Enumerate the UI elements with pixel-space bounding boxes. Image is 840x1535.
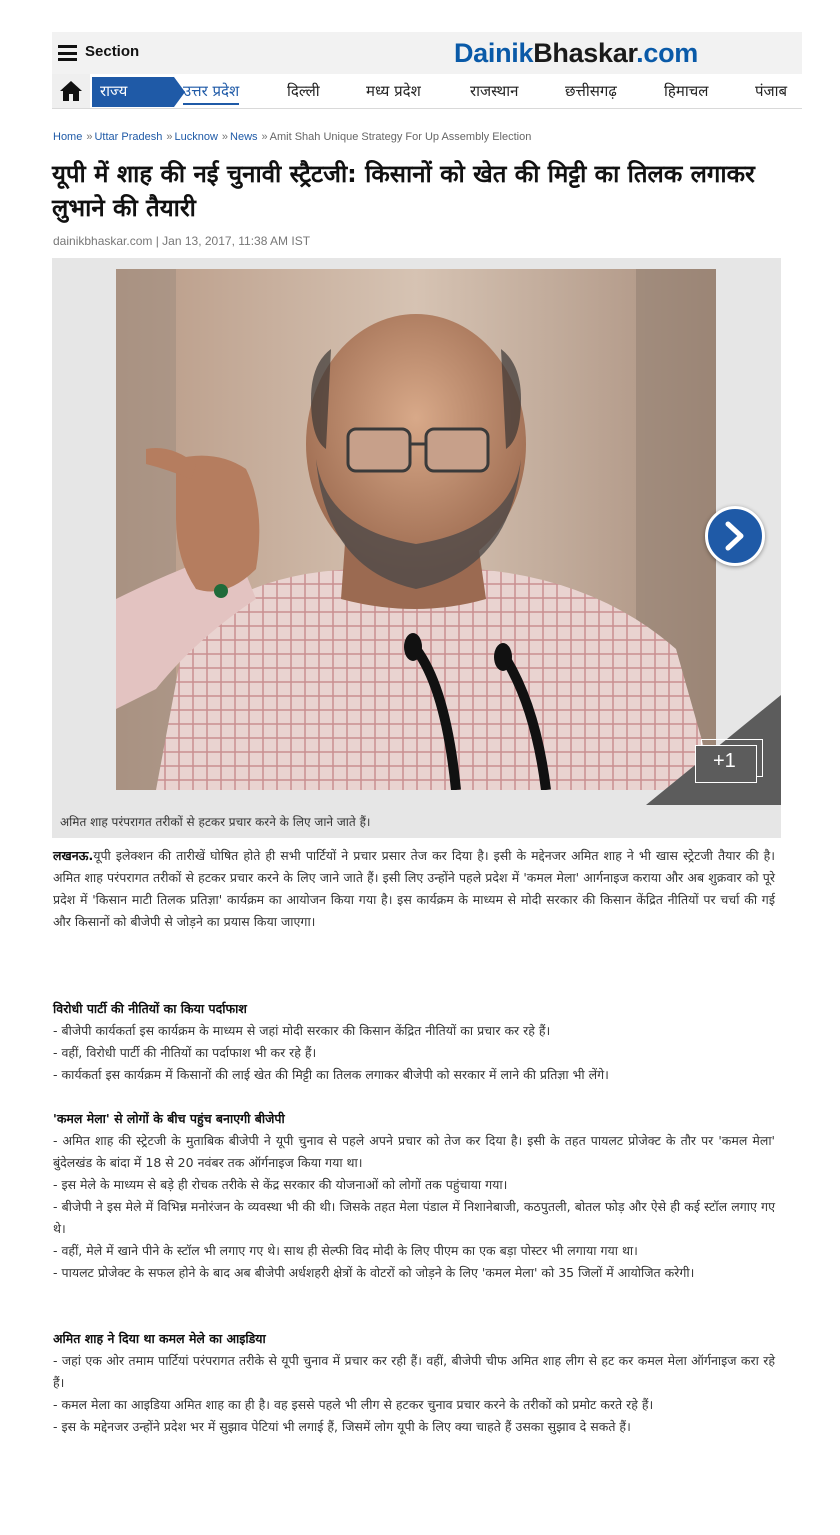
section-heading-2: 'कमल मेला' से लोगों के बीच पहुंच बनाएगी बीजेपी (53, 1111, 285, 1126)
nav-item-chhattisgarh[interactable]: छत्तीसगढ़ (565, 82, 617, 100)
intro-text: यूपी इलेक्शन की तारीखें घोषित होते ही सभी पार्टियों ने प्रचार प्रसार तेज कर दिया है। इसी के मद्देनजर अमित शाह ने भी खास स्ट्रेटजी तैयार की है। अमित शाह परंपरागत तरीकों से हटकर प्रचार करने के लिए जाने जाते हैं। इसी लिए उन्होंने पहले प्रदेश में 'कमल मेला' आर्गनाइज कराया और अब शुक्रवार को पूरे प्रदेश में 'किसान माटी तिलक प्रतिज्ञा' कार्यक्रम का आयोजन किया गया है। इस कार्यक्रम के माध्यम से मोदी सरकार की किसान केंद्रित नीतियों पर चर्चा की गई और किसानों को बीजेपी से जोड़ने का प्रयास किया जाएगा। (53, 848, 775, 929)
home-button[interactable] (52, 74, 90, 108)
rajya-tab[interactable] (92, 77, 186, 107)
section-heading-3: अमित शाह ने दिया था कमल मेले का आइडिया (53, 1331, 266, 1346)
breadcrumb-home[interactable]: Home (53, 131, 83, 143)
breadcrumb-uttar-pradesh[interactable]: Uttar Pradesh (94, 131, 163, 143)
nav-item-himachal[interactable]: हिमाचल (664, 82, 709, 100)
breadcrumb: Home » Uttar Pradesh » Lucknow » News » Amit Shah Unique Strategy For Up Assembly Election (53, 131, 532, 143)
list-item: - जहां एक ओर तमाम पार्टियां परंपरागत तरीके से यूपी चुनाव में प्रचार कर रही हैं। वहीं, बीजेपी चीफ अमित शाह लीग से हट कर कमल मेला ऑर्गनाइज करा रहे हैं। (53, 1353, 775, 1390)
nav-item-madhya-pradesh[interactable]: मध्य प्रदेश (366, 82, 421, 100)
home-icon (59, 80, 83, 102)
list-item: - अमित शाह की स्ट्रेटजी के मुताबिक बीजेपी ने यूपी चुनाव से पहले अपने प्रचार को तेज कर दिया है। इसी के तहत पायलट प्रोजेक्ट के तौर पर 'कमल मेला' बुंदेलखंड के बांदा में 18 से 20 नवंबर तक ऑर्गनाइज किया गया था। (53, 1133, 775, 1170)
list-item: - कार्यकर्ता इस कार्यक्रम में किसानों की लाई खेत की मिट्टी का तिलक लगाकर बीजेपी को सरकार में लाने की प्रतिज्ञा भी लेंगे। (53, 1067, 609, 1082)
top-bar (52, 32, 802, 74)
rajya-tab-label: राज्य (100, 82, 128, 100)
breadcrumb-news[interactable]: News (230, 131, 258, 143)
nav-item-delhi[interactable]: दिल्ली (287, 82, 320, 100)
hamburger-icon[interactable] (58, 45, 77, 61)
section-points-3 (53, 1350, 775, 1438)
section-heading-1: विरोधी पार्टी की नीतियों का किया पर्दाफाश (53, 1001, 247, 1016)
section-points-2 (53, 1130, 775, 1284)
list-item: - इस मेले के माध्यम से बड़े ही रोचक तरीके से केंद्र सरकार की योजनाओं को लोगों तक पहुंचाया गया। (53, 1177, 508, 1192)
logo-part-com: .com (636, 38, 698, 68)
nav-item-uttar-pradesh[interactable]: उत्तर प्रदेश (183, 81, 239, 105)
chevron-right-icon (722, 521, 748, 551)
nav-item-punjab[interactable]: पंजाब (755, 82, 788, 100)
list-item: - कमल मेला का आइडिया अमित शाह का ही है। वह इससे पहले भी लीग से हटकर चुनाव प्रचार करने के तरीकों को प्रमोट करते रहे हैं। (53, 1397, 654, 1412)
intro-lead: लखनऊ. (53, 848, 94, 863)
logo-part-bhaskar: Bhaskar (533, 38, 637, 68)
nav-item-rajasthan[interactable]: राजस्थान (470, 82, 519, 100)
list-item: - इस के मद्देनजर उन्होंने प्रदेश भर में सुझाव पेटियां भी लगाई हैं, जिसमें लोग यूपी के लिए क्या चाहते हैं उसका सुझाव दे सकते हैं। (53, 1419, 631, 1434)
section-menu-label[interactable]: Section (85, 43, 140, 60)
more-photos-count: +1 (713, 750, 736, 772)
photo-gallery (52, 258, 781, 838)
breadcrumb-current: Amit Shah Unique Strategy For Up Assembly Election (269, 131, 532, 143)
list-item: - बीजेपी कार्यकर्ता इस कार्यक्रम के माध्यम से जहां मोदी सरकार की किसान केंद्रित नीतियों का प्रचार कर रहे हैं। (53, 1023, 551, 1038)
article-photo (116, 269, 716, 790)
more-photos-button[interactable] (695, 739, 761, 781)
article-headline: यूपी में शाह की नई चुनावी स्ट्रैटजी: किसानों को खेत की मिट्टी का तिलक लगाकर लुभाने की तैयारी (52, 160, 755, 222)
breadcrumb-lucknow[interactable]: Lucknow (174, 131, 218, 143)
article-intro (53, 845, 775, 933)
list-item: - पायलट प्रोजेक्ट के सफल होने के बाद अब बीजेपी अर्धशहरी क्षेत्रों के वोटरों को जोड़ने के लिए 'कमल मेला' को 35 जिलों में आयोजित करेगी। (53, 1265, 695, 1280)
list-item: - वहीं, विरोधी पार्टी की नीतियों का पर्दाफाश भी कर रहे हैं। (53, 1045, 317, 1060)
photo-caption: अमित शाह परंपरागत तरीकों से हटकर प्रचार करने के लिए जाने जाते हैं। (60, 815, 371, 829)
state-nav (52, 74, 802, 109)
section-points-1 (53, 1020, 775, 1086)
next-photo-button[interactable] (705, 506, 765, 566)
logo-part-dainik: Dainik (453, 38, 534, 68)
article-dateline: dainikbhaskar.com | Jan 13, 2017, 11:38 AM IST (53, 234, 311, 248)
list-item: - बीजेपी ने इस मेले में विभिन्न मनोरंजन के व्यवस्था भी की थी। जिसके तहत मेला पंडाल में निशानेबाजी, कठपुतली, बोतल फोड़ और ऐसे ही कई स्टॉल लगाए गए थे। (53, 1199, 775, 1236)
site-logo[interactable] (454, 38, 698, 69)
list-item: - वहीं, मेले में खाने पीने के स्टॉल भी लगाए गए थे। साथ ही सेल्फी विद मोदी के लिए पीएम का एक बड़ा पोस्टर भी लगाया गया था। (53, 1243, 638, 1258)
